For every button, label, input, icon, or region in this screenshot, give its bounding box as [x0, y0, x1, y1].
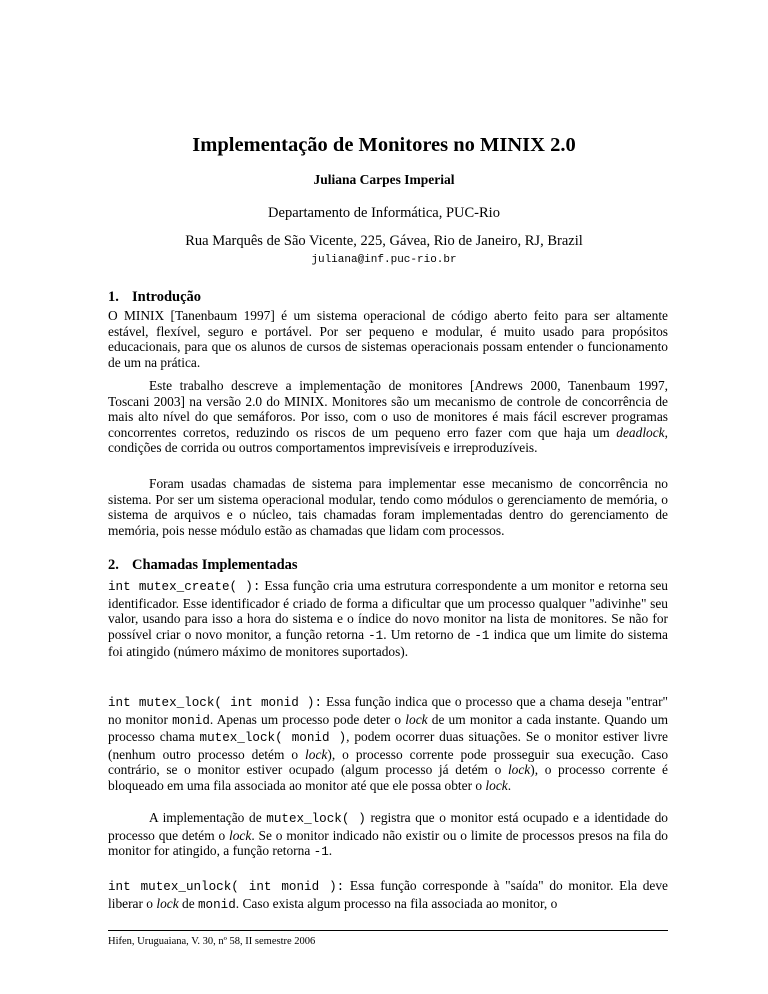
section-heading-intro	[108, 289, 201, 306]
section-title: Introdução	[132, 289, 202, 305]
section-number: 1.	[108, 289, 119, 305]
paper-title: Implementação de Monitores no MINIX 2.0	[192, 134, 576, 156]
intro-paragraph-2: Este trabalho descreve a implementação de monitores [Andrews 2000, Tanenbaum 1997, Toscani 2003] na versão 2.0 do MINIX. Monitores são um mecanismo de controle de concorrência de mais alto nível do que semáforos. Por isso, com o uso de monitores é mais fácil escrever programas concorrentes corretos, reduzindo os riscos de um pequeno erro fazer com que haja um deadlock, condições de corrida ou outros comportamentos imprevisíveis e irreproduzíveis.	[108, 378, 668, 456]
intro-paragraph-1: O MINIX [Tanenbaum 1997] é um sistema operacional de código aberto feito para ser altamente estável, flexível, seguro e portável. Por ser pequeno e modular, é muito usado para propósitos educacionais, para que os alunos de cursos de sistemas operacionais possam entender o funcionamento de um na prática.	[108, 308, 668, 370]
code-mutex-unlock: int mutex_unlock( int monid ):	[108, 880, 345, 894]
author-name: Juliana Carpes Imperial	[313, 172, 455, 187]
author-email: juliana@inf.puc-rio.br	[311, 254, 457, 266]
journal-citation: Hifen, Uruguaiana, V. 30, nº 58, II semestre 2006	[108, 936, 316, 947]
code-mutex-lock: int mutex_lock( int monid ):	[108, 696, 323, 710]
footer-divider	[108, 930, 668, 931]
mutex-unlock-paragraph: int mutex_unlock( int monid ): Essa função corresponde à "saída" do monitor. Ela deve liberar o lock de monid. Caso exista algum processo na fila associada ao monitor, o	[108, 878, 669, 912]
intro-paragraph-3: Foram usadas chamadas de sistema para implementar esse mecanismo de concorrência no sistema. Por ser um sistema operacional modular, tendo como módulos o gerenciamento de memória, o sistema de arquivos e o núcleo, tais chamadas foram implementadas dentro do gerenciamento de memória, pois nesse módulo estão as chamadas que lidam com processos.	[108, 476, 668, 538]
section-title: Chamadas Implementadas	[132, 557, 298, 573]
mutex-lock-impl-paragraph: A implementação de mutex_lock( ) registra que o monitor está ocupado e a identidade do processo que detém o lock. Se o monitor indicado não existir ou o limite de processos presos na fila do monitor for atingido, a função retorna -1.	[108, 810, 668, 860]
section-heading-calls	[108, 557, 298, 574]
code-mutex-create: int mutex_create( ):	[108, 580, 261, 594]
mutex-lock-paragraph: int mutex_lock( int monid ): Essa função indica que o processo que a chama deseja "entrar" no monitor monid. Apenas um processo pode deter o lock de um monitor a cada instante. Quando um processo chama mutex_lock( monid ), podem ocorrer duas situações. Se o monitor estiver livre (nenhum outro processo detém o lock), o processo corrente pode prosseguir sua execução. Caso contrário, se o monitor estiver ocupado (algum processo já detém o lock), o processo corrente é bloqueado em uma fila associada ao monitor até que ele possa obter o lock.	[108, 694, 669, 793]
author-department: Departamento de Informática, PUC-Rio	[268, 205, 500, 221]
author-address: Rua Marquês de São Vicente, 225, Gávea, Rio de Janeiro, RJ, Brazil	[185, 233, 583, 249]
mutex-create-paragraph: int mutex_create( ): Essa função cria uma estrutura correspondente a um monitor e retorna seu identificador. Esse identificador é criado de forma a dificultar que um processo qualquer "adivinhe" seu valor, usando para isso a hora do sistema e o índice do novo monitor na lista de monitores. Se não for possível criar o novo monitor, a função retorna -1. Um retorno de -1 indica que um limite do sistema foi atingido (número máximo de monitores suportados).	[108, 578, 668, 660]
section-number: 2.	[108, 557, 119, 573]
emphasis-deadlock: deadlock	[616, 424, 665, 440]
